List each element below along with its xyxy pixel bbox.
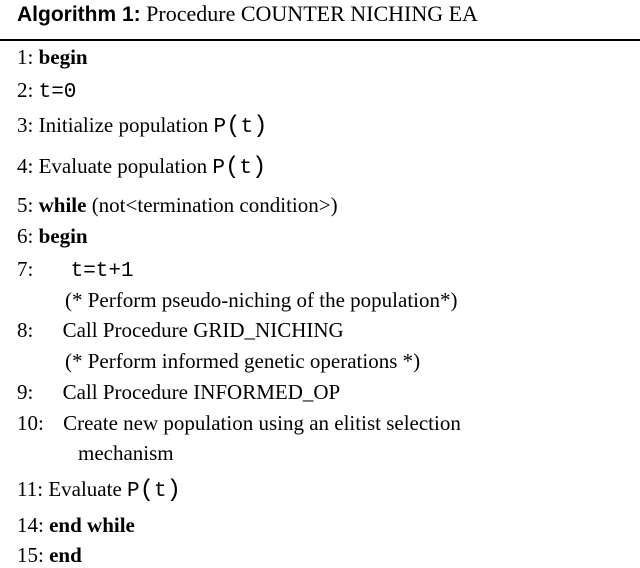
line-number: 8: [17, 318, 34, 342]
population-var: P [213, 116, 227, 139]
line-text: Initialize population [38, 113, 214, 137]
comment-text: (* Perform pseudo-niching of the population*) [65, 288, 458, 312]
algorithm-label: Algorithm 1: [17, 3, 141, 26]
algorithm-line-6 [17, 223, 88, 249]
algorithm-line-8 [17, 317, 344, 343]
keyword: end [49, 543, 82, 567]
comment-text: (* Perform informed genetic operations *) [65, 349, 421, 373]
line-number: 2: [17, 78, 34, 102]
line-text: (not<termination condition>) [91, 193, 338, 217]
line-number: 6: [17, 224, 34, 248]
line-number: 3: [17, 113, 34, 137]
keyword: begin [38, 224, 88, 248]
line-number: 4: [17, 154, 34, 178]
close-paren: ) [166, 477, 182, 504]
algorithm-title [17, 0, 478, 29]
line-text: Call Procedure GRID_NICHING [62, 318, 344, 342]
open-paren: ( [139, 477, 155, 504]
close-paren: ) [252, 154, 267, 181]
title-rule [0, 39, 640, 41]
algorithm-line-10-continuation [78, 440, 174, 466]
keyword: while [38, 193, 87, 217]
line-number: 11: [17, 477, 44, 501]
algorithm-line-1 [17, 44, 88, 70]
time-arg: t [240, 116, 254, 139]
algorithm-line-3 [17, 112, 268, 141]
line-text: Evaluate [48, 477, 128, 501]
algorithm-name: Procedure COUNTER NICHING EA [146, 1, 478, 26]
algorithm-line-10 [17, 410, 461, 436]
algorithm-comment-2 [65, 348, 420, 374]
line-text: mechanism [78, 441, 174, 465]
line-text: Call Procedure INFORMED_OP [62, 380, 341, 404]
time-arg: t [239, 157, 253, 180]
line-number: 15: [17, 543, 44, 567]
algorithm-line-14 [17, 512, 135, 538]
open-paren: ( [225, 154, 240, 181]
time-arg: t [154, 480, 167, 503]
line-number: 5: [17, 193, 34, 217]
algorithm-line-15 [17, 542, 82, 568]
keyword: begin [38, 45, 88, 69]
keyword: end while [49, 513, 135, 537]
line-number: 14: [17, 513, 44, 537]
line-number: 10: [17, 411, 44, 435]
algorithm-comment-1 [65, 287, 458, 313]
algorithm-line-4 [17, 153, 266, 182]
line-text: Create new population using an elitist selection [63, 411, 461, 435]
population-var: P [212, 157, 225, 180]
line-number: 9: [17, 380, 34, 404]
algorithm-line-9 [17, 379, 340, 405]
line-number: 7: [17, 257, 34, 281]
close-paren: ) [253, 113, 268, 140]
population-var: P [127, 480, 140, 503]
code-expression: t=0 [38, 81, 77, 104]
algorithm-line-7 [17, 256, 134, 285]
code-expression: t=t+1 [70, 260, 134, 283]
open-paren: ( [226, 113, 241, 140]
algorithm-line-11 [17, 476, 181, 505]
algorithm-line-2 [17, 77, 76, 106]
line-number: 1: [17, 45, 34, 69]
line-text: Evaluate population [38, 154, 213, 178]
algorithm-line-5 [17, 192, 338, 218]
